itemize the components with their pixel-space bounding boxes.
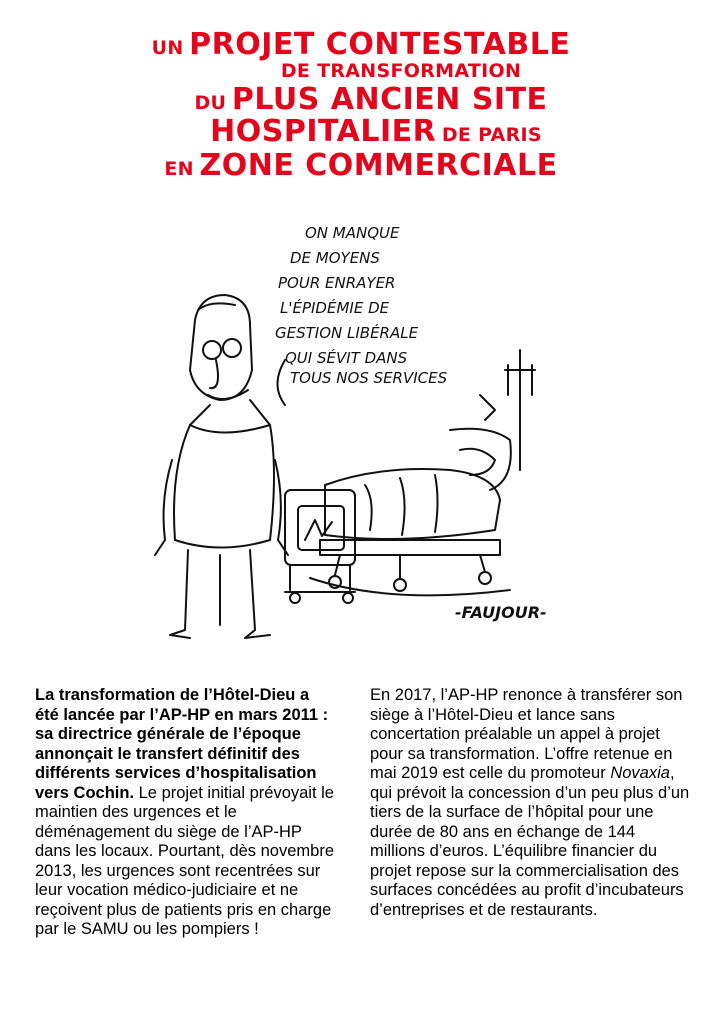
left-column-bold: La transformation de l’Hôtel-Dieu a été lancée par l’AP-HP en mars 2011 : sa directrice générale de l’époque annonçait le transfert définitif des différents services d’hospitalisation vers Cochin. xyxy=(35,686,329,802)
headline-line-5 xyxy=(0,148,722,183)
speech-line: L'ÉPIDÉMIE DE xyxy=(280,299,390,317)
cartoon-illustration xyxy=(150,210,590,650)
speech-line: QUI SÉVIT DANS xyxy=(285,349,408,367)
headline-line-3 xyxy=(0,82,722,117)
headline-word: HOSPITALIER xyxy=(210,114,437,149)
headline-word: ZONE COMMERCIALE xyxy=(199,148,558,183)
speech-line: ON MANQUE xyxy=(305,224,400,242)
promoter-name: Novaxia xyxy=(610,764,670,782)
headline-word: UN xyxy=(151,37,184,59)
headline-line-2: DE TRANSFORMATION xyxy=(280,60,522,82)
right-column-part-1: En 2017, l’AP-HP renonce à transférer son siège à l’Hôtel-Dieu et lance sans concertation préalable un appel à projet pour sa transformation. L’offre retenue en mai 2019 est celle du promoteur xyxy=(370,686,683,782)
speech-line: GESTION LIBÉRALE xyxy=(275,324,419,342)
headline-word: EN xyxy=(164,158,194,180)
headline-line-1 xyxy=(0,27,722,62)
speech-line: TOUS NOS SERVICES xyxy=(290,369,448,387)
doctor-figure xyxy=(155,295,288,638)
hospital-bed xyxy=(310,429,511,596)
speech-line: POUR ENRAYER xyxy=(278,274,396,292)
right-column-part-2: , qui prévoit la concession d’un peu plus d’un tiers de la surface de l’hôpital pour une durée de 80 ans en échange de 144 millions d’euros. L’équilibre financier du projet repose sur la commercialisation des surfaces concédées au profit d’incubateurs d’entreprises et de restaurants. xyxy=(370,764,690,919)
right-column-text xyxy=(370,686,690,920)
headline-word: PLUS ANCIEN SITE xyxy=(231,82,548,117)
left-column-text xyxy=(35,686,335,940)
left-column-regular: Le projet initial prévoyait le maintien des urgences et le déménagement du siège de l’AP-HP dans les locaux. Pourtant, dès novembre 2013, les urgences sont recentrées sur leur vocation médico-judiciaire et ne reçoivent plus de patients pris en charge par le SAMU ou les pompiers ! xyxy=(35,783,335,938)
speech-text xyxy=(275,224,448,387)
headline-word: DU xyxy=(194,92,227,114)
headline xyxy=(0,27,722,183)
headline-line-4 xyxy=(0,114,722,149)
headline-word: PROJET CONTESTABLE xyxy=(189,27,571,62)
speech-line: DE MOYENS xyxy=(290,249,380,267)
signature: -FAUJOUR- xyxy=(455,603,547,622)
headline-word: DE PARIS xyxy=(441,124,542,146)
speech-tail xyxy=(278,360,286,405)
iv-stand xyxy=(480,350,535,470)
